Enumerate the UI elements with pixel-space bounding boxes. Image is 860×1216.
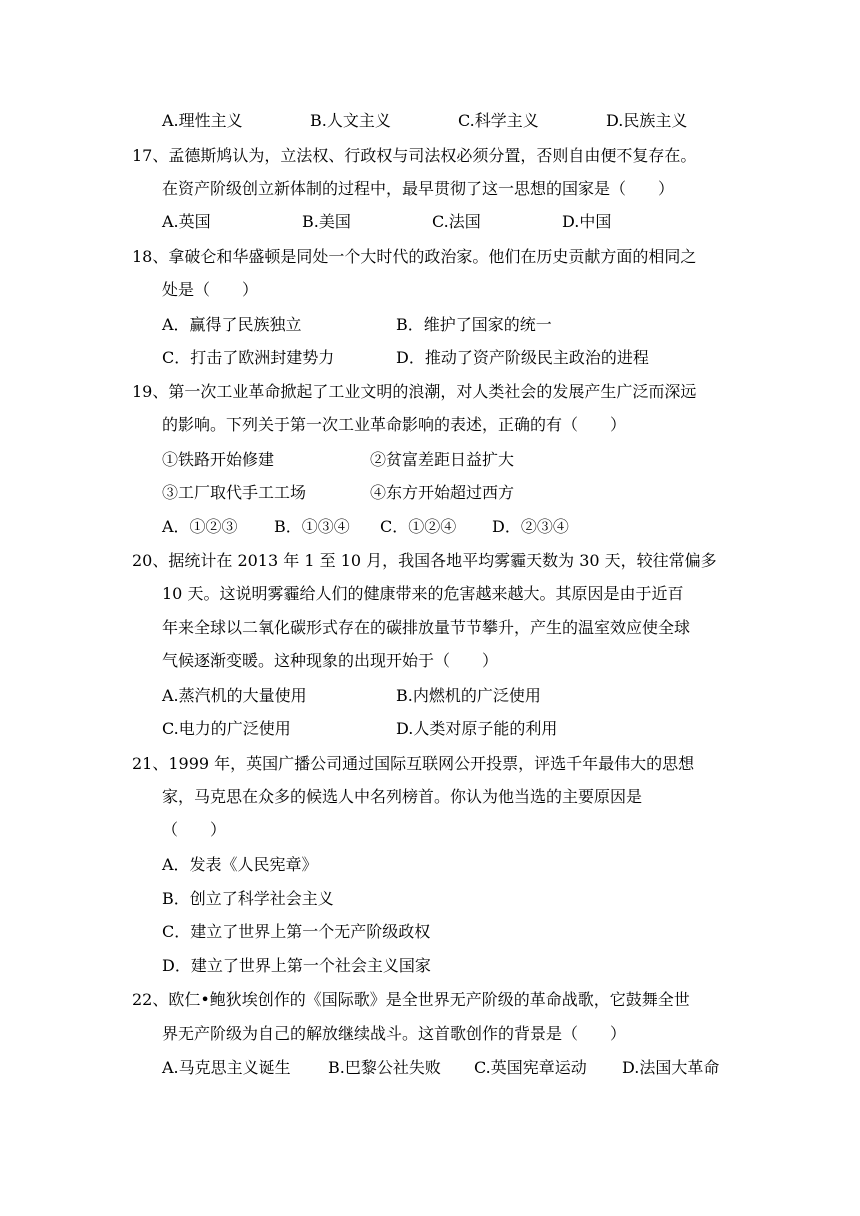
- q21-option-d: D．建立了世界上第一个社会主义国家: [162, 956, 431, 975]
- q19-option-d: D．②③④: [492, 517, 569, 536]
- q19-statement-3: ③工厂取代手工工场: [162, 483, 307, 502]
- q16-option-b: B.人文主义: [310, 111, 391, 130]
- q21-stem-line-2: 家，马克思在众多的候选人中名列榜首。你认为他当选的主要原因是: [162, 787, 643, 806]
- q21-stem-line-1: 21、1999 年，英国广播公司通过国际互联网公开投票，评选千年最伟大的思想: [132, 754, 695, 773]
- q16-option-c: C.科学主义: [458, 111, 539, 130]
- q22-option-d: D.法国大革命: [622, 1058, 720, 1077]
- q20-stem-line-1: 20、据统计在 2013 年 1 至 10 月，我国各地平均雾霾天数为 30 天，较往常偏多: [132, 551, 717, 570]
- q20-option-a: A.蒸汽机的大量使用: [162, 686, 307, 705]
- q18-option-a: A．赢得了民族独立: [162, 315, 302, 334]
- q20-stem-line-4: 气候逐渐变暖。这种现象的出现开始于（ ）: [162, 651, 499, 670]
- q18-option-c: C．打击了欧洲封建势力: [162, 348, 335, 367]
- q17-option-b: B.美国: [302, 212, 351, 231]
- q16-option-d: D.民族主义: [606, 111, 688, 130]
- q19-stem-line-2: 的影响。下列关于第一次工业革命影响的表述，正确的有（ ）: [162, 415, 627, 434]
- q17-option-a: A.英国: [162, 212, 211, 231]
- q22-option-c: C.英国宪章运动: [474, 1058, 587, 1077]
- q22-option-a: A.马克思主义诞生: [162, 1058, 291, 1077]
- q17-stem-line-1: 17、孟德斯鸠认为，立法权、行政权与司法权必须分置，否则自由便不复存在。: [132, 146, 697, 165]
- q20-option-d: D.人类对原子能的利用: [396, 719, 558, 738]
- q22-option-b: B.巴黎公社失败: [328, 1058, 441, 1077]
- q20-option-b: B.内燃机的广泛使用: [396, 686, 541, 705]
- q22-stem-line-1: 22、欧仁•鲍狄埃创作的《国际歌》是全世界无产阶级的革命战歌，它鼓舞全世: [132, 990, 690, 1009]
- q21-option-c: C．建立了世界上第一个无产阶级政权: [162, 922, 431, 941]
- q18-stem-line-2: 处是（ ）: [162, 280, 259, 299]
- q19-statement-1: ①铁路开始修建: [162, 450, 275, 469]
- q17-option-c: C.法国: [432, 212, 481, 231]
- q20-stem-line-3: 年来全球以二氧化碳形式存在的碳排放量节节攀升，产生的温室效应使全球: [162, 618, 691, 637]
- q19-option-c: C．①②④: [380, 517, 457, 536]
- q19-option-b: B．①③④: [274, 517, 350, 536]
- q21-option-a: A．发表《人民宪章》: [162, 855, 318, 874]
- q19-stem-line-1: 19、第一次工业革命掀起了工业文明的浪潮，对人类社会的发展产生广泛而深远: [132, 382, 697, 401]
- q22-stem-line-2: 界无产阶级为自己的解放继续战斗。这首歌创作的背景是（ ）: [162, 1024, 627, 1043]
- q20-option-c: C.电力的广泛使用: [162, 719, 291, 738]
- q19-statement-2: ②贫富差距日益扩大: [370, 450, 515, 469]
- q21-stem-line-3: （ ）: [162, 820, 227, 839]
- q20-stem-line-2: 10 天。这说明雾霾给人们的健康带来的危害越来越大。其原因是由于近百: [162, 584, 684, 603]
- q17-stem-line-2: 在资产阶级创立新体制的过程中，最早贯彻了这一思想的国家是（ ）: [162, 179, 675, 198]
- q21-option-b: B．创立了科学社会主义: [162, 889, 334, 908]
- q18-option-b: B．维护了国家的统一: [396, 315, 552, 334]
- q19-option-a: A．①②③: [162, 517, 238, 536]
- q16-option-a: A.理性主义: [162, 111, 243, 130]
- q18-stem-line-1: 18、拿破仑和华盛顿是同处一个大时代的政治家。他们在历史贡献方面的相同之: [132, 247, 697, 266]
- q18-option-d: D．推动了资产阶级民主政治的进程: [396, 348, 649, 367]
- q17-option-d: D.中国: [562, 212, 612, 231]
- q19-statement-4: ④东方开始超过西方: [370, 483, 515, 502]
